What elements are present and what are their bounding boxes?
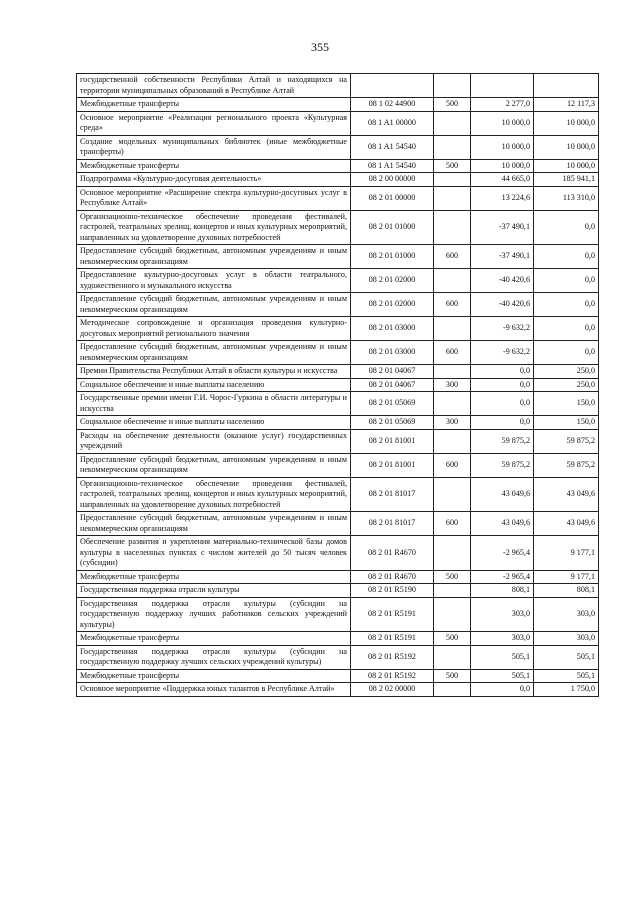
row-value-1-cell: -9 632,2 [471,341,534,365]
row-type-cell: 300 [434,416,471,430]
row-name-cell: Методическое сопровождение и организация проведения культурно-досуговых мероприятий регионального значения [77,317,351,341]
table-row [77,293,599,317]
row-value-1-cell: 303,0 [471,597,534,632]
row-code-cell: 08 2 01 05069 [351,416,434,430]
row-value-1-cell: 808,1 [471,584,534,598]
row-code-cell [351,74,434,98]
row-code-cell: 08 1 A1 54540 [351,135,434,159]
row-value-2-cell: 250,0 [534,365,599,379]
row-type-cell [434,477,471,512]
table-row [77,570,599,584]
row-type-cell [434,74,471,98]
row-name-cell: Подпрограмма «Культурно-досуговая деятельность» [77,173,351,187]
row-value-1-cell: 0,0 [471,683,534,697]
row-value-2-cell: 0,0 [534,245,599,269]
row-code-cell: 08 2 01 R5191 [351,597,434,632]
row-name-cell: Межбюджетные трансферты [77,669,351,683]
table-row [77,453,599,477]
row-type-cell [434,536,471,571]
row-value-2-cell: 10 000,0 [534,111,599,135]
row-type-cell: 600 [434,245,471,269]
table-row [77,597,599,632]
row-value-1-cell: -37 490,1 [471,245,534,269]
row-value-2-cell: 0,0 [534,293,599,317]
row-value-2-cell: 0,0 [534,317,599,341]
row-type-cell [434,597,471,632]
row-value-1-cell: 0,0 [471,392,534,416]
row-code-cell: 08 2 01 81001 [351,429,434,453]
row-value-2-cell: 10 000,0 [534,135,599,159]
table-row [77,365,599,379]
row-value-2-cell: 150,0 [534,392,599,416]
row-name-cell: Предоставление субсидий бюджетным, автономным учреждениям и иным некоммерческим организациям [77,453,351,477]
row-type-cell: 600 [434,341,471,365]
row-name-cell: Организационно-техническое обеспечение проведения фестивалей, гастролей, театральных зрелищ, концертов и иных культурных мероприятий, направленных на удовлетворение духовных потребностей [77,477,351,512]
row-name-cell: Государственная поддержка отрасли культуры [77,584,351,598]
row-value-2-cell: 9 177,1 [534,536,599,571]
row-name-cell: Государственная поддержка отрасли культуры (субсидии на государственную поддержку лучших работников сельских учреждений культуры) [77,597,351,632]
row-name-cell: Предоставление субсидий бюджетным, автономным учреждениям и иным некоммерческим организациям [77,245,351,269]
row-name-cell: Предоставление субсидий бюджетным, автономным учреждениям и иным некоммерческим организациям [77,341,351,365]
table-row [77,159,599,173]
row-name-cell: Межбюджетные трансферты [77,570,351,584]
row-value-2-cell [534,74,599,98]
row-name-cell: Основное мероприятие «Расширение спектра культурно-досуговых услуг в Республике Алтай» [77,186,351,210]
row-value-2-cell: 59 875,2 [534,429,599,453]
table-row [77,429,599,453]
row-code-cell: 08 2 01 02000 [351,269,434,293]
row-type-cell [434,186,471,210]
row-value-1-cell: 0,0 [471,365,534,379]
row-value-1-cell: -40 420,6 [471,293,534,317]
row-code-cell: 08 2 01 02000 [351,293,434,317]
table-row [77,269,599,293]
table-row [77,210,599,245]
row-type-cell [434,317,471,341]
row-type-cell: 500 [434,570,471,584]
row-value-2-cell: 0,0 [534,269,599,293]
row-name-cell: Создание модельных муниципальных библиотек (иные межбюджетные трансферты) [77,135,351,159]
row-name-cell: Государственные премии имени Г.И. Чорос-Гуркина в области литературы и искусства [77,392,351,416]
row-name-cell: Предоставление субсидий бюджетным, автономным учреждениям и иным некоммерческим организациям [77,293,351,317]
row-value-1-cell [471,74,534,98]
budget-table [76,73,599,697]
row-code-cell: 08 1 A1 54540 [351,159,434,173]
budget-table-body [77,74,599,697]
row-code-cell: 08 2 01 81017 [351,477,434,512]
row-code-cell: 08 2 01 03000 [351,341,434,365]
row-value-1-cell: 43 049,6 [471,512,534,536]
row-name-cell: Межбюджетные трансферты [77,632,351,646]
row-value-2-cell: 9 177,1 [534,570,599,584]
row-name-cell: Основное мероприятие «Поддержка юных талантов в Республике Алтай» [77,683,351,697]
row-value-2-cell: 0,0 [534,210,599,245]
row-value-1-cell: 505,1 [471,669,534,683]
row-value-2-cell: 185 941,1 [534,173,599,187]
row-value-2-cell: 113 310,0 [534,186,599,210]
table-row [77,416,599,430]
row-name-cell: Расходы на обеспечение деятельности (оказание услуг) государственных учреждений [77,429,351,453]
row-type-cell: 500 [434,632,471,646]
table-row [77,477,599,512]
table-row [77,111,599,135]
row-value-2-cell: 303,0 [534,632,599,646]
row-value-2-cell: 12 117,3 [534,98,599,112]
row-name-cell: Премии Правительства Республики Алтай в области культуры и искусства [77,365,351,379]
table-row [77,135,599,159]
row-type-cell [434,173,471,187]
row-name-cell: Предоставление субсидий бюджетным, автономным учреждениям и иным некоммерческим организациям [77,512,351,536]
row-code-cell: 08 1 02 44900 [351,98,434,112]
row-value-1-cell: -2 965,4 [471,570,534,584]
table-row [77,632,599,646]
row-code-cell: 08 2 01 R5191 [351,632,434,646]
row-value-1-cell: 303,0 [471,632,534,646]
table-row [77,645,599,669]
table-row [77,245,599,269]
row-value-2-cell: 303,0 [534,597,599,632]
row-type-cell [434,429,471,453]
row-code-cell: 08 2 01 03000 [351,317,434,341]
row-code-cell: 08 2 00 00000 [351,173,434,187]
row-value-1-cell: 0,0 [471,416,534,430]
row-name-cell: Межбюджетные трансферты [77,98,351,112]
row-code-cell: 08 2 01 R5192 [351,645,434,669]
row-code-cell: 08 2 01 01000 [351,210,434,245]
row-value-1-cell: 2 277,0 [471,98,534,112]
row-code-cell: 08 2 02 00000 [351,683,434,697]
row-value-1-cell: 505,1 [471,645,534,669]
table-row [77,512,599,536]
table-row [77,98,599,112]
table-row [77,378,599,392]
row-value-2-cell: 250,0 [534,378,599,392]
row-type-cell [434,392,471,416]
row-name-cell: Государственная поддержка отрасли культуры (субсидии на государственную поддержку лучших сельских учреждений культуры) [77,645,351,669]
row-value-1-cell: -40 420,6 [471,269,534,293]
table-row [77,669,599,683]
row-value-2-cell: 505,1 [534,645,599,669]
row-type-cell [434,645,471,669]
row-type-cell: 600 [434,293,471,317]
table-row [77,341,599,365]
row-value-1-cell: 13 224,6 [471,186,534,210]
row-type-cell: 500 [434,159,471,173]
row-name-cell: Организационно-техническое обеспечение проведения фестивалей, гастролей, театральных зрелищ, концертов и иных культурных мероприятий, направленных на удовлетворение духовных потребностей [77,210,351,245]
row-code-cell: 08 2 01 R5192 [351,669,434,683]
row-value-2-cell: 10 000,0 [534,159,599,173]
row-code-cell: 08 2 01 04067 [351,365,434,379]
table-row [77,74,599,98]
page-number: 355 [311,40,329,54]
row-code-cell: 08 2 01 81017 [351,512,434,536]
row-value-1-cell: 43 049,6 [471,477,534,512]
row-code-cell: 08 2 01 05069 [351,392,434,416]
row-value-1-cell: -2 965,4 [471,536,534,571]
row-code-cell: 08 2 01 04067 [351,378,434,392]
row-value-2-cell: 150,0 [534,416,599,430]
row-value-1-cell: -9 632,2 [471,317,534,341]
row-value-2-cell: 505,1 [534,669,599,683]
row-type-cell: 600 [434,453,471,477]
row-value-2-cell: 0,0 [534,341,599,365]
row-value-1-cell: 10 000,0 [471,135,534,159]
row-value-2-cell: 808,1 [534,584,599,598]
row-type-cell [434,683,471,697]
row-value-1-cell: 10 000,0 [471,159,534,173]
row-code-cell: 08 1 A1 00000 [351,111,434,135]
row-type-cell: 500 [434,669,471,683]
row-type-cell [434,269,471,293]
row-name-cell: Обеспечение развития и укрепления материально-технической базы домов культуры в населенных пунктах с числом жителей до 50 тысяч человек (субсидии) [77,536,351,571]
row-name-cell: Предоставление культурно-досуговых услуг в области театрального, художественного и музыкального искусства [77,269,351,293]
table-row [77,536,599,571]
table-row [77,683,599,697]
table-row [77,173,599,187]
row-type-cell: 500 [434,98,471,112]
row-value-1-cell: 59 875,2 [471,453,534,477]
row-name-cell: Социальное обеспечение и иные выплаты населению [77,378,351,392]
row-type-cell [434,365,471,379]
row-value-1-cell: -37 490,1 [471,210,534,245]
row-type-cell [434,135,471,159]
row-code-cell: 08 2 01 R5190 [351,584,434,598]
row-type-cell: 300 [434,378,471,392]
row-value-1-cell: 44 665,0 [471,173,534,187]
row-value-2-cell: 43 049,6 [534,512,599,536]
row-name-cell: государственной собственности Республики Алтай и находящихся на территории муниципальных образований в Республике Алтай [77,74,351,98]
table-row [77,392,599,416]
row-type-cell: 600 [434,512,471,536]
row-value-2-cell: 59 875,2 [534,453,599,477]
row-name-cell: Основное мероприятие «Реализация регионального проекта «Культурная среда» [77,111,351,135]
row-code-cell: 08 2 01 R4670 [351,536,434,571]
table-row [77,186,599,210]
row-code-cell: 08 2 01 R4670 [351,570,434,584]
table-row [77,317,599,341]
row-code-cell: 08 2 01 00000 [351,186,434,210]
row-code-cell: 08 2 01 81001 [351,453,434,477]
row-value-2-cell: 1 750,0 [534,683,599,697]
row-value-1-cell: 10 000,0 [471,111,534,135]
row-value-1-cell: 0,0 [471,378,534,392]
row-type-cell [434,111,471,135]
row-value-1-cell: 59 875,2 [471,429,534,453]
row-name-cell: Социальное обеспечение и иные выплаты населению [77,416,351,430]
row-type-cell [434,584,471,598]
row-code-cell: 08 2 01 01000 [351,245,434,269]
row-type-cell [434,210,471,245]
table-row [77,584,599,598]
row-value-2-cell: 43 049,6 [534,477,599,512]
row-name-cell: Межбюджетные трансферты [77,159,351,173]
